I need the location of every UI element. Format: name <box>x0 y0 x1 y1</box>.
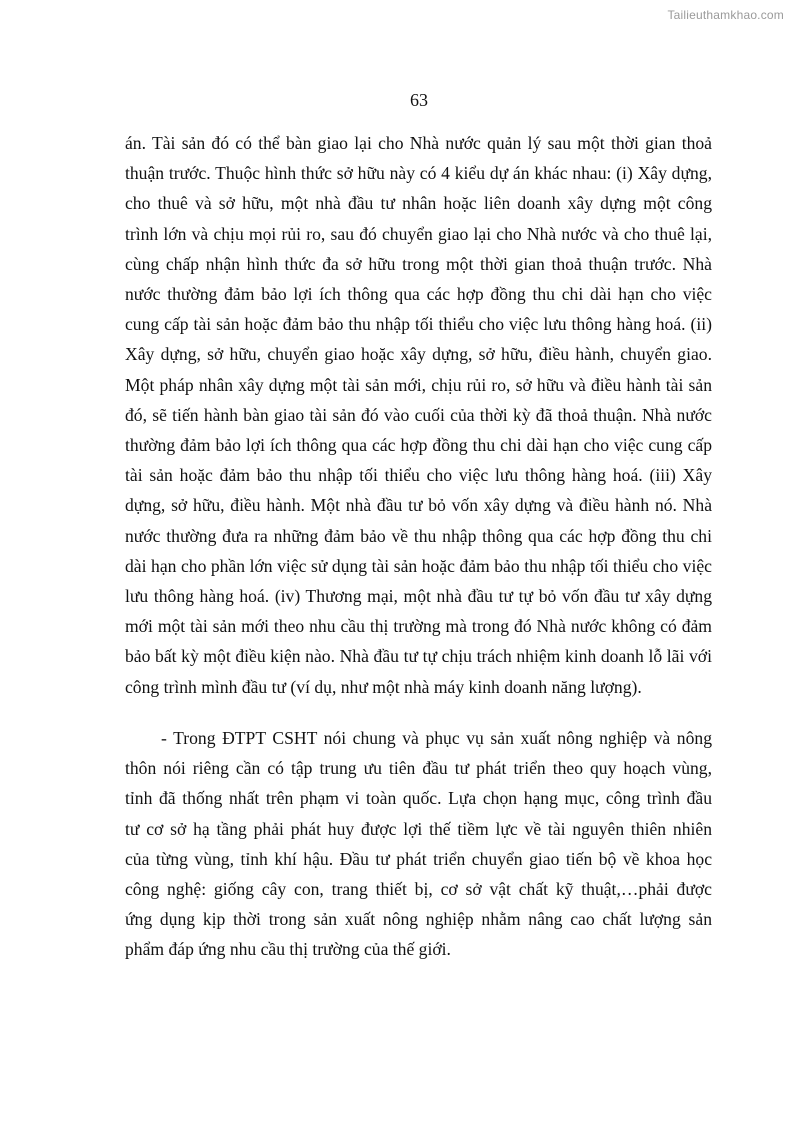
paragraph-line: mới một tài sản mới theo nhu cầu thị trường mà trong đó Nhà nước không có đảm <box>125 616 712 637</box>
paragraph-line: Xây dựng, sở hữu, chuyển giao hoặc xây dựng, sở hữu, điều hành, chuyển giao. <box>125 344 712 365</box>
paragraph-line: dài hạn cho phần lớn việc sử dụng tài sản hoặc đảm bảo thu nhập tối thiểu cho việc <box>125 555 712 576</box>
paragraph-2 <box>125 723 712 965</box>
paragraph-line: của từng vùng, tỉnh khí hậu. Đầu tư phát triển chuyển giao tiến bộ về khoa học <box>125 848 712 869</box>
paragraph-line: thôn nói riêng cần có tập trung ưu tiên đầu tư phát triển theo quy hoạch vùng, <box>125 758 712 779</box>
paragraph-line: cùng chấp nhận hình thức đa sở hữu trong một thời gian thoả thuận trước. Nhà <box>125 253 712 274</box>
paragraph-line: nước thường đưa ra những đảm bảo về thu nhập thông qua các hợp đồng thu chi <box>125 525 712 546</box>
paragraph-line: trình lớn và chịu mọi rủi ro, sau đó chuyển giao lại cho Nhà nước và cho thuê lại, <box>125 223 712 244</box>
paragraph-line: - Trong ĐTPT CSHT nói chung và phục vụ sản xuất nông nghiệp và nông <box>161 728 712 748</box>
paragraph-line: nước thường đảm bảo lợi ích thông qua các hợp đồng thu chi dài hạn cho việc <box>125 284 712 305</box>
paragraph-line: cung cấp tài sản hoặc đảm bảo thu nhập tối thiểu cho việc lưu thông hàng hoá. (ii) <box>125 314 712 335</box>
paragraph-line: công nghệ: giống cây con, trang thiết bị, cơ sở vật chất kỹ thuật,…phải được <box>125 879 712 900</box>
paragraph-line: tư cơ sở hạ tầng phải phát huy được lợi thế tiềm lực về tài nguyên thiên nhiên <box>125 818 712 839</box>
paragraph-1 <box>125 128 712 702</box>
paragraph-line: thường đảm bảo lợi ích thông qua các hợp đồng thu chi dài hạn cho việc cung cấp <box>125 435 712 456</box>
paragraph-line: đó, sẽ tiến hành bàn giao tài sản đó vào cuối của thời kỳ đã thoả thuận. Nhà nước <box>125 404 712 425</box>
paragraph-line: phẩm đáp ứng nhu cầu thị trường của thế giới. <box>125 939 451 960</box>
paragraph-line: cho thuê và sở hữu, một nhà đầu tư nhân hoặc liên doanh xây dựng một công <box>125 193 712 214</box>
paragraph-line: lưu thông hàng hoá. (iv) Thương mại, một nhà đầu tư tự bỏ vốn đầu tư xây dựng <box>125 586 712 607</box>
page-number: 63 <box>410 90 428 110</box>
paragraph-line: Một pháp nhân xây dựng một tài sản mới, chịu rủi ro, sở hữu và điều hành tài sản <box>125 374 712 395</box>
watermark-text: Tailieuthamkhao.com <box>667 8 784 22</box>
paragraph-line: án. Tài sản đó có thể bàn giao lại cho Nhà nước quản lý sau một thời gian thoả <box>125 133 712 153</box>
paragraph-line: tài sản hoặc đảm bảo thu nhập tối thiểu cho việc lưu thông hàng hoá. (iii) Xây <box>125 465 712 486</box>
paragraph-line: công trình mình đầu tư (ví dụ, như một nhà máy kinh doanh năng lượng). <box>125 676 642 697</box>
paragraph-line: bảo bất kỳ một điều kiện nào. Nhà đầu tư tự chịu trách nhiệm kinh doanh lỗ lãi với <box>125 646 712 667</box>
paragraph-line: thuận trước. Thuộc hình thức sở hữu này có 4 kiểu dự án khác nhau: (i) Xây dựng, <box>125 163 712 184</box>
paragraph-line: tỉnh đã thống nhất trên phạm vi toàn quốc. Lựa chọn hạng mục, công trình đầu <box>125 788 712 809</box>
paragraph-line: dựng, sở hữu, điều hành. Một nhà đầu tư bỏ vốn xây dựng và điều hành nó. Nhà <box>125 495 712 516</box>
paragraph-line: ứng dụng kịp thời trong sản xuất nông nghiệp nhằm nâng cao chất lượng sản <box>125 909 712 930</box>
